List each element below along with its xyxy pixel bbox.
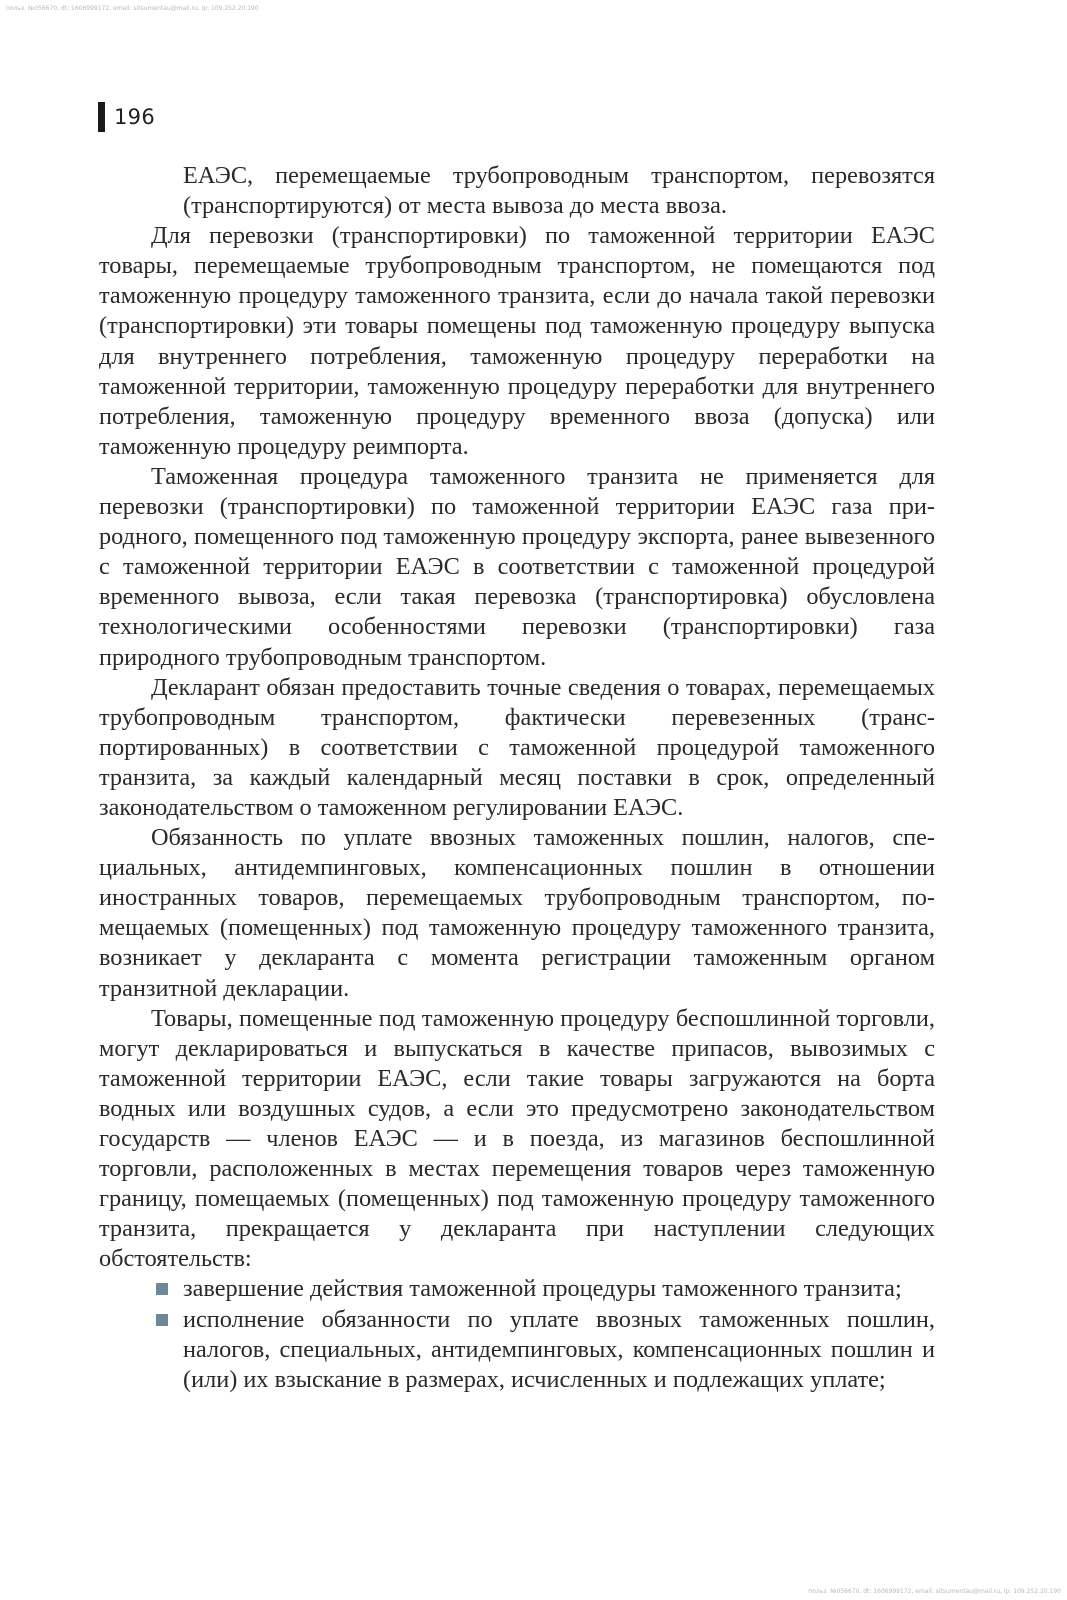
paragraph: Товары, помещенные под таможенную процедуру беспошлинной торговли, могут декларироваться и выпускаться в качестве припасов, вывозимых с таможенной территории ЕАЭС, если такие товары загружаются на борта водных или воздушных судов, а если это предусмотрено законодательством государств — членов ЕАЭС — и в поезда, из магазинов беспошлинной торговли, расположенных в местах перемещения товаров через таможенную границу, помещаемых (помещенных) под таможенную процедуру таможенного транзита, прекращается у декларанта при наступлении следующих обстоятельств: bbox=[99, 1004, 935, 1273]
bullet-list bbox=[99, 1274, 935, 1394]
bullet-text: исполнение обязанности по уплате ввозных таможенных пошлин, налогов, специальных, антидемпинговых, компенсационных пошлин и (или) их взыскание в размерах, исчисленных и подлежащих уплате; bbox=[183, 1305, 935, 1393]
paragraph: Таможенная процедура таможенного транзита не применяется для перевозки (транспортировки) по таможенной территории ЕАЭС газа природного, помещенного под таможенную процедуру экспорта, ранее вывезенного с таможенной территории ЕАЭС в соответствии с таможенной процедурой временного вывоза, если такая перевозка (транспортировка) обусловлена технологическими особенностями перевозки (транспортировки) газа природного трубопроводным транспортом. bbox=[99, 462, 935, 671]
continuation-paragraph: ЕАЭС, перемещаемые трубопроводным транспортом, перевозятся (транспортируются) от места вывоза до места ввоза. bbox=[183, 162, 935, 220]
page-number-text: 196 bbox=[114, 105, 155, 129]
paragraph: Обязанность по уплате ввозных таможенных пошлин, налогов, специальных, антидемпинговых, компенсационных пошлин в отношении иностранных товаров, перемещаемых трубопроводным транспортом, помещаемых (помещенных) под таможенную процедуру таможенного транзита, возникает у декларанта с момента регистрации таможенным органом транзитной декларации. bbox=[99, 824, 935, 1002]
page-number bbox=[98, 102, 155, 132]
square-bullet-icon bbox=[156, 1283, 168, 1295]
body-text bbox=[99, 161, 935, 1395]
watermark-top: польз. №056670, dt: 1606999172, email: sitsumentau@mail.ru, ip: 109.252.20.190 bbox=[6, 5, 259, 12]
bullet-item bbox=[183, 1305, 935, 1395]
watermark-bottom: польз. №056670, dt: 1606999172, email: sitsumentau@mail.ru, ip: 109.252.20.190 bbox=[808, 1588, 1061, 1595]
square-bullet-icon bbox=[156, 1314, 168, 1326]
paragraph: Декларант обязан предоставить точные сведения о товарах, перемещаемых трубопроводным транспортом, фактически перевезенных (транспортированных) в соответствии с таможенной процедурой таможенного транзита, за каждый календарный месяц поставки в срок, определенный законодательством о таможенном регулировании ЕАЭС. bbox=[99, 673, 935, 821]
paragraph: Для перевозки (транспортировки) по таможенной территории ЕАЭС товары, перемещаемые трубопроводным транспортом, не помещаются под таможенную процедуру таможенного транзита, если до начала такой перевозки (транспортировки) эти товары помещены под таможенную процедуру выпуска для внутреннего потребления, таможенную процедуру переработки на таможенной территории, таможенную процедуру переработки для внутреннего потребления, таможенную процедуру временного ввоза (допуска) или таможенную процедуру реимпорта. bbox=[99, 222, 935, 460]
bullet-item bbox=[183, 1274, 935, 1304]
page-number-bar bbox=[98, 102, 105, 132]
bullet-text: завершение действия таможенной процедуры таможенного транзита; bbox=[183, 1275, 902, 1303]
